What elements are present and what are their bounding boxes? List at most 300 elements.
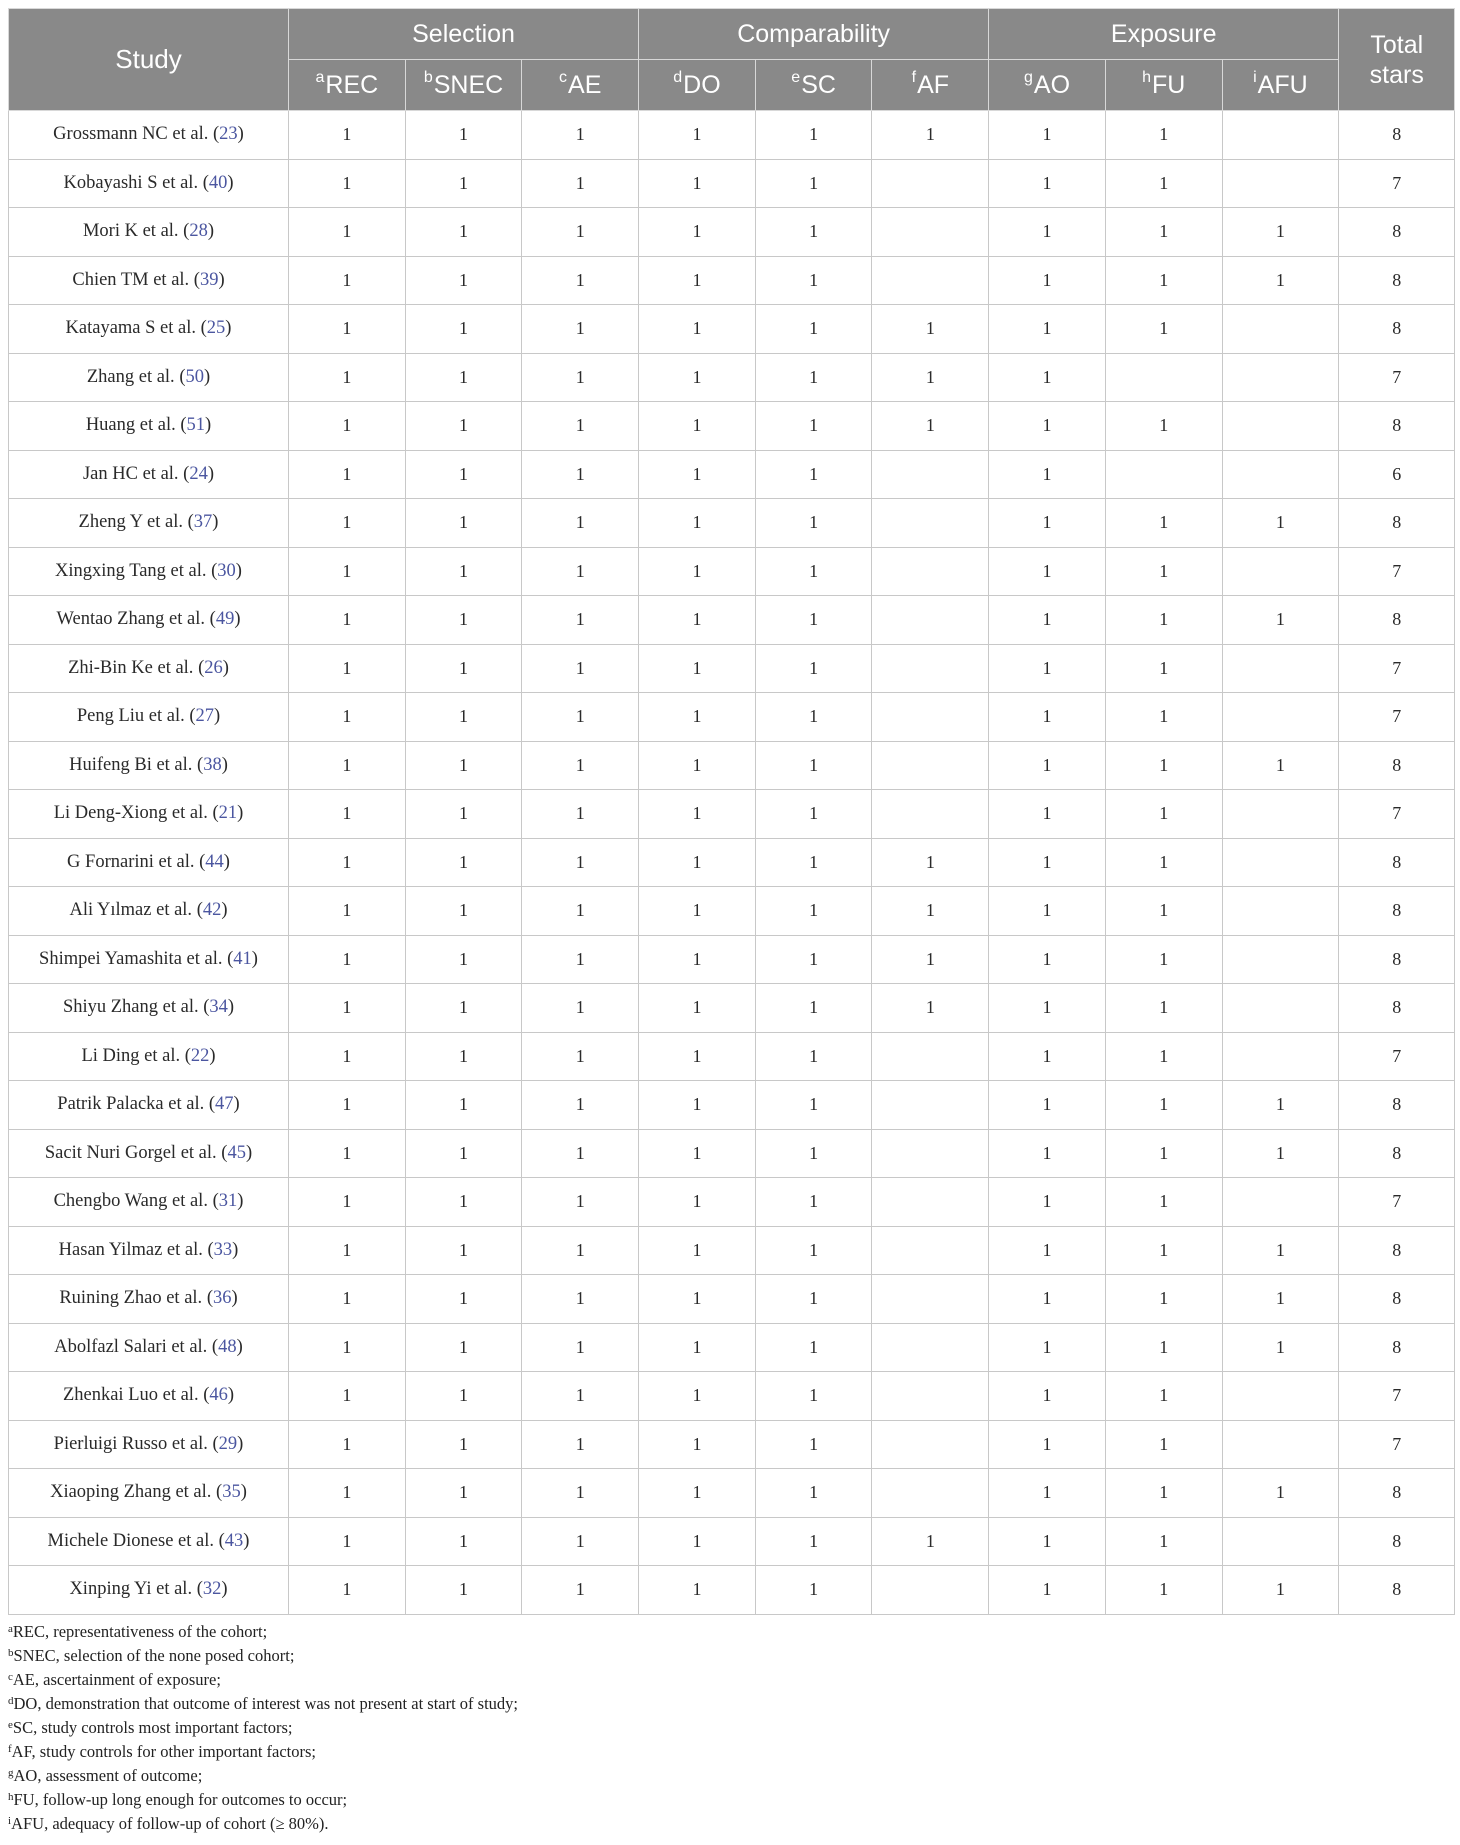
score-cell-ao: 1 [989, 1129, 1106, 1178]
reference-link: 39 [199, 269, 219, 290]
footnote-superscript: c [8, 1671, 13, 1683]
reference-link: 47 [215, 1094, 234, 1115]
score-cell-snec: 1 [405, 1275, 522, 1324]
score-cell-fu: 1 [1105, 1323, 1222, 1372]
score-cell-fu: 1 [1105, 1420, 1222, 1469]
score-cell-snec: 1 [405, 790, 522, 839]
study-cell: Ruining Zhao et al. (36) [9, 1275, 289, 1324]
reference-link: 37 [193, 512, 213, 533]
footnote [8, 1716, 1448, 1740]
score-cell-snec: 1 [405, 1226, 522, 1275]
score-cell-ae: 1 [522, 1081, 639, 1130]
table-row [9, 450, 1455, 499]
reference-link: 46 [209, 1385, 228, 1406]
total-stars-cell: 8 [1339, 1469, 1455, 1518]
score-cell-ao: 1 [989, 256, 1106, 305]
score-cell-do: 1 [639, 741, 756, 790]
subcolumn-header-rec [289, 60, 406, 111]
subcolumn-label: SC [801, 70, 836, 99]
score-cell-sc: 1 [755, 1275, 872, 1324]
study-cell: Katayama S et al. (25) [9, 305, 289, 354]
score-cell-rec: 1 [289, 1032, 406, 1081]
score-cell-sc: 1 [755, 1032, 872, 1081]
study-name: Li Ding et al. [81, 1045, 181, 1066]
score-cell-sc: 1 [755, 159, 872, 208]
score-cell-af [872, 1420, 989, 1469]
score-cell-snec: 1 [405, 984, 522, 1033]
score-cell-rec: 1 [289, 887, 406, 936]
study-cell: Jan HC et al. (24) [9, 450, 289, 499]
score-cell-fu [1105, 353, 1222, 402]
score-cell-ao: 1 [989, 741, 1106, 790]
score-cell-rec: 1 [289, 1469, 406, 1518]
total-stars-cell: 8 [1339, 1129, 1455, 1178]
study-name: Abolfazl Salari et al. [54, 1336, 208, 1357]
score-cell-af [872, 159, 989, 208]
score-cell-snec: 1 [405, 1323, 522, 1372]
score-cell-af [872, 1566, 989, 1615]
score-cell-af [872, 1226, 989, 1275]
score-cell-fu: 1 [1105, 208, 1222, 257]
score-cell-do: 1 [639, 499, 756, 548]
study-name: Xingxing Tang et al. [55, 560, 207, 581]
footnote-text: AO, assessment of outcome; [13, 1766, 203, 1785]
score-cell-afu [1222, 111, 1339, 160]
score-cell-afu [1222, 450, 1339, 499]
score-cell-ae: 1 [522, 547, 639, 596]
score-cell-snec: 1 [405, 1032, 522, 1081]
subcolumn-superscript: e [791, 68, 801, 86]
score-cell-do: 1 [639, 935, 756, 984]
footnote-superscript: a [8, 1623, 13, 1635]
table-row [9, 1226, 1455, 1275]
score-cell-sc: 1 [755, 935, 872, 984]
study-name: Chengbo Wang et al. [53, 1191, 208, 1212]
score-cell-ao: 1 [989, 353, 1106, 402]
score-cell-af [872, 790, 989, 839]
score-cell-sc: 1 [755, 644, 872, 693]
score-cell-af [872, 1469, 989, 1518]
reference-link: 28 [189, 221, 208, 242]
study-name: Shiyu Zhang et al. [62, 997, 199, 1018]
score-cell-afu [1222, 305, 1339, 354]
score-cell-fu: 1 [1105, 1275, 1222, 1324]
footnote-superscript: i [8, 1815, 12, 1827]
reference-link: 43 [224, 1530, 244, 1551]
score-cell-sc: 1 [755, 353, 872, 402]
table-row [9, 499, 1455, 548]
table-row [9, 790, 1455, 839]
score-cell-af: 1 [872, 353, 989, 402]
score-cell-ao: 1 [989, 1032, 1106, 1081]
score-cell-afu [1222, 984, 1339, 1033]
score-cell-rec: 1 [289, 935, 406, 984]
footnote-text: DO, demonstration that outcome of interest was not present at start of study; [13, 1694, 519, 1713]
total-stars-cell: 8 [1339, 1081, 1455, 1130]
score-cell-rec: 1 [289, 1081, 406, 1130]
score-cell-rec: 1 [289, 1420, 406, 1469]
score-cell-af [872, 596, 989, 645]
total-stars-cell: 7 [1339, 353, 1455, 402]
score-cell-afu: 1 [1222, 1275, 1339, 1324]
study-cell: Shimpei Yamashita et al. (41) [9, 935, 289, 984]
study-name: Xiaoping Zhang et al. [50, 1482, 212, 1503]
score-cell-af [872, 693, 989, 742]
score-cell-do: 1 [639, 984, 756, 1033]
score-cell-ae: 1 [522, 1372, 639, 1421]
study-cell: Li Deng-Xiong et al. (21) [9, 790, 289, 839]
total-stars-cell: 7 [1339, 547, 1455, 596]
score-cell-snec: 1 [405, 1517, 522, 1566]
study-name: Ali Yılmaz et al. [69, 900, 193, 921]
footnote [8, 1788, 1448, 1812]
score-cell-do: 1 [639, 1517, 756, 1566]
total-stars-cell: 8 [1339, 1323, 1455, 1372]
reference-link: 22 [190, 1045, 210, 1066]
score-cell-fu: 1 [1105, 887, 1222, 936]
score-cell-sc: 1 [755, 1081, 872, 1130]
total-stars-cell: 7 [1339, 159, 1455, 208]
reference-link: 49 [215, 609, 235, 630]
study-name: Huang et al. [85, 415, 176, 436]
reference-link: 34 [209, 997, 228, 1018]
score-cell-fu: 1 [1105, 111, 1222, 160]
study-cell: Huifeng Bi et al. (38) [9, 741, 289, 790]
score-cell-rec: 1 [289, 1323, 406, 1372]
score-cell-fu: 1 [1105, 838, 1222, 887]
score-cell-do: 1 [639, 1323, 756, 1372]
score-cell-rec: 1 [289, 1517, 406, 1566]
score-cell-af: 1 [872, 111, 989, 160]
score-cell-snec: 1 [405, 450, 522, 499]
score-cell-afu: 1 [1222, 208, 1339, 257]
score-cell-do: 1 [639, 1420, 756, 1469]
score-cell-ae: 1 [522, 1275, 639, 1324]
score-cell-rec: 1 [289, 984, 406, 1033]
study-cell: Abolfazl Salari et al. (48) [9, 1323, 289, 1372]
score-cell-afu [1222, 547, 1339, 596]
table-row [9, 693, 1455, 742]
reference-link: 50 [185, 366, 204, 387]
score-cell-snec: 1 [405, 547, 522, 596]
score-cell-fu: 1 [1105, 596, 1222, 645]
score-cell-sc: 1 [755, 1566, 872, 1615]
score-cell-do: 1 [639, 1032, 756, 1081]
score-cell-do: 1 [639, 790, 756, 839]
score-cell-ae: 1 [522, 1032, 639, 1081]
study-name: Huifeng Bi et al. [69, 754, 193, 775]
score-cell-afu: 1 [1222, 741, 1339, 790]
study-name: Zhenkai Luo et al. [62, 1385, 199, 1406]
score-cell-do: 1 [639, 159, 756, 208]
footnote-superscript: g [8, 1767, 14, 1779]
score-cell-rec: 1 [289, 499, 406, 548]
footnote-text: FU, follow-up long enough for outcomes to occur; [13, 1790, 348, 1809]
total-stars-cell: 8 [1339, 499, 1455, 548]
score-cell-af: 1 [872, 838, 989, 887]
score-cell-ae: 1 [522, 305, 639, 354]
score-cell-snec: 1 [405, 1081, 522, 1130]
study-cell: Li Ding et al. (22) [9, 1032, 289, 1081]
score-cell-snec: 1 [405, 1178, 522, 1227]
subcolumn-header-ae [522, 60, 639, 111]
score-cell-ao: 1 [989, 1420, 1106, 1469]
score-cell-fu: 1 [1105, 984, 1222, 1033]
footnote-superscript: b [8, 1647, 14, 1659]
score-cell-ae: 1 [522, 111, 639, 160]
score-cell-afu [1222, 838, 1339, 887]
study-name: Wentao Zhang et al. [56, 609, 206, 630]
score-cell-af: 1 [872, 402, 989, 451]
table-row [9, 1275, 1455, 1324]
score-cell-afu: 1 [1222, 1566, 1339, 1615]
score-cell-snec: 1 [405, 693, 522, 742]
score-cell-sc: 1 [755, 984, 872, 1033]
score-cell-do: 1 [639, 256, 756, 305]
score-cell-rec: 1 [289, 1178, 406, 1227]
study-name: Peng Liu et al. [76, 706, 185, 727]
score-cell-rec: 1 [289, 256, 406, 305]
score-cell-ao: 1 [989, 402, 1106, 451]
total-stars-cell: 8 [1339, 1275, 1455, 1324]
score-cell-af [872, 1178, 989, 1227]
total-stars-cell: 6 [1339, 450, 1455, 499]
score-cell-sc: 1 [755, 741, 872, 790]
table-row [9, 644, 1455, 693]
score-cell-fu: 1 [1105, 1517, 1222, 1566]
study-name: Zheng Y et al. [78, 512, 183, 533]
score-cell-fu: 1 [1105, 1178, 1222, 1227]
footnotes [8, 1620, 1448, 1836]
footnote [8, 1740, 1448, 1764]
score-cell-ao: 1 [989, 1323, 1106, 1372]
reference-link: 31 [218, 1191, 238, 1212]
footnote [8, 1812, 1448, 1836]
score-cell-fu: 1 [1105, 644, 1222, 693]
footnote-text: AF, study controls for other important factors; [11, 1742, 317, 1761]
score-cell-fu: 1 [1105, 1032, 1222, 1081]
score-cell-snec: 1 [405, 1566, 522, 1615]
study-name: Shimpei Yamashita et al. [39, 948, 223, 969]
reference-link: 41 [233, 948, 252, 969]
table-row [9, 1566, 1455, 1615]
total-stars-cell: 7 [1339, 790, 1455, 839]
subcolumn-header-afu [1222, 60, 1339, 111]
table-row [9, 1372, 1455, 1421]
score-cell-afu [1222, 1178, 1339, 1227]
study-cell: Zhenkai Luo et al. (46) [9, 1372, 289, 1421]
subcolumn-superscript: c [559, 68, 568, 86]
score-cell-rec: 1 [289, 159, 406, 208]
score-cell-sc: 1 [755, 256, 872, 305]
score-cell-ao: 1 [989, 111, 1106, 160]
score-cell-snec: 1 [405, 1469, 522, 1518]
study-cell: Huang et al. (51) [9, 402, 289, 451]
total-stars-cell: 8 [1339, 838, 1455, 887]
study-cell: Zhi-Bin Ke et al. (26) [9, 644, 289, 693]
score-cell-ae: 1 [522, 984, 639, 1033]
comparability-group-header: Comparability [639, 9, 989, 60]
score-cell-fu: 1 [1105, 1566, 1222, 1615]
reference-link: 42 [202, 900, 222, 921]
reference-link: 25 [206, 318, 226, 339]
score-cell-af: 1 [872, 984, 989, 1033]
footnote-text: REC, representativeness of the cohort; [12, 1622, 268, 1641]
score-cell-af: 1 [872, 887, 989, 936]
reference-link: 35 [222, 1482, 241, 1503]
score-cell-sc: 1 [755, 1517, 872, 1566]
score-cell-rec: 1 [289, 838, 406, 887]
study-cell: Zhang et al. (50) [9, 353, 289, 402]
reference-link: 33 [213, 1239, 233, 1260]
score-cell-rec: 1 [289, 208, 406, 257]
score-cell-do: 1 [639, 1178, 756, 1227]
score-cell-snec: 1 [405, 838, 522, 887]
score-cell-rec: 1 [289, 1275, 406, 1324]
footnote-superscript: e [8, 1719, 13, 1731]
table-row [9, 305, 1455, 354]
score-cell-do: 1 [639, 1226, 756, 1275]
reference-link: 30 [217, 560, 236, 581]
score-cell-sc: 1 [755, 111, 872, 160]
score-cell-sc: 1 [755, 305, 872, 354]
score-cell-rec: 1 [289, 1226, 406, 1275]
quality-assessment-table [8, 8, 1455, 1615]
study-cell: Kobayashi S et al. (40) [9, 159, 289, 208]
study-name: Li Deng-Xiong et al. [53, 803, 208, 824]
study-name: Xinping Yi et al. [69, 1579, 193, 1600]
score-cell-sc: 1 [755, 499, 872, 548]
score-cell-afu [1222, 1517, 1339, 1566]
reference-link: 48 [218, 1336, 237, 1357]
score-cell-ao: 1 [989, 547, 1106, 596]
score-cell-ao: 1 [989, 1566, 1106, 1615]
score-cell-ao: 1 [989, 1517, 1106, 1566]
study-cell: G Fornarini et al. (44) [9, 838, 289, 887]
score-cell-ae: 1 [522, 644, 639, 693]
table-row [9, 1469, 1455, 1518]
score-cell-do: 1 [639, 111, 756, 160]
score-cell-afu: 1 [1222, 1323, 1339, 1372]
score-cell-afu [1222, 1372, 1339, 1421]
score-cell-sc: 1 [755, 208, 872, 257]
table-row [9, 256, 1455, 305]
score-cell-ae: 1 [522, 499, 639, 548]
score-cell-af [872, 1081, 989, 1130]
subcolumn-header-ao [989, 60, 1106, 111]
score-cell-snec: 1 [405, 353, 522, 402]
total-stars-cell: 8 [1339, 256, 1455, 305]
score-cell-do: 1 [639, 547, 756, 596]
table-row [9, 1032, 1455, 1081]
study-name: Katayama S et al. [65, 318, 196, 339]
score-cell-sc: 1 [755, 596, 872, 645]
score-cell-do: 1 [639, 644, 756, 693]
table-row [9, 402, 1455, 451]
score-cell-ae: 1 [522, 693, 639, 742]
study-cell: Xiaoping Zhang et al. (35) [9, 1469, 289, 1518]
reference-link: 45 [227, 1142, 246, 1163]
score-cell-fu: 1 [1105, 402, 1222, 451]
table-row [9, 111, 1455, 160]
score-cell-rec: 1 [289, 450, 406, 499]
score-cell-af [872, 1372, 989, 1421]
table-row [9, 838, 1455, 887]
score-cell-do: 1 [639, 1275, 756, 1324]
score-cell-afu [1222, 693, 1339, 742]
score-cell-fu: 1 [1105, 305, 1222, 354]
subcolumn-superscript: f [911, 68, 917, 86]
score-cell-snec: 1 [405, 887, 522, 936]
total-stars-cell: 8 [1339, 305, 1455, 354]
score-cell-snec: 1 [405, 208, 522, 257]
score-cell-snec: 1 [405, 305, 522, 354]
score-cell-sc: 1 [755, 1129, 872, 1178]
table-row [9, 1517, 1455, 1566]
score-cell-ae: 1 [522, 1323, 639, 1372]
score-cell-ae: 1 [522, 1517, 639, 1566]
score-cell-afu: 1 [1222, 1129, 1339, 1178]
reference-link: 38 [203, 754, 222, 775]
score-cell-do: 1 [639, 353, 756, 402]
reference-link: 44 [205, 851, 224, 872]
subcolumn-label: AFU [1257, 70, 1308, 99]
total-stars-cell: 8 [1339, 596, 1455, 645]
study-name: Sacit Nuri Gorgel et al. [44, 1142, 217, 1163]
table-body [9, 111, 1455, 1615]
reference-link: 51 [186, 415, 206, 436]
score-cell-rec: 1 [289, 1129, 406, 1178]
subcolumn-header-sc [755, 60, 872, 111]
score-cell-sc: 1 [755, 1469, 872, 1518]
score-cell-af [872, 1323, 989, 1372]
footnote [8, 1644, 1448, 1668]
subcolumn-header-do [639, 60, 756, 111]
study-name: Mori K et al. [82, 221, 179, 242]
subcolumn-superscript: a [315, 68, 325, 86]
study-cell: Michele Dionese et al. (43) [9, 1517, 289, 1566]
score-cell-do: 1 [639, 1372, 756, 1421]
table-row [9, 1178, 1455, 1227]
study-cell: Zheng Y et al. (37) [9, 499, 289, 548]
score-cell-snec: 1 [405, 402, 522, 451]
score-cell-rec: 1 [289, 741, 406, 790]
study-name: Zhang et al. [86, 366, 175, 387]
subcolumn-superscript: g [1023, 68, 1033, 86]
reference-link: 36 [212, 1288, 232, 1309]
study-cell: Chengbo Wang et al. (31) [9, 1178, 289, 1227]
score-cell-sc: 1 [755, 1178, 872, 1227]
study-cell: Shiyu Zhang et al. (34) [9, 984, 289, 1033]
total-stars-cell: 7 [1339, 1178, 1455, 1227]
reference-link: 29 [218, 1433, 238, 1454]
score-cell-snec: 1 [405, 1372, 522, 1421]
score-cell-ae: 1 [522, 450, 639, 499]
score-cell-af [872, 547, 989, 596]
score-cell-fu: 1 [1105, 790, 1222, 839]
study-name: Kobayashi S et al. [63, 172, 199, 193]
table-row [9, 596, 1455, 645]
score-cell-fu: 1 [1105, 741, 1222, 790]
study-cell: Pierluigi Russo et al. (29) [9, 1420, 289, 1469]
score-cell-ae: 1 [522, 887, 639, 936]
selection-group-header: Selection [289, 9, 639, 60]
total-stars-cell: 7 [1339, 1032, 1455, 1081]
study-cell: Mori K et al. (28) [9, 208, 289, 257]
score-cell-afu [1222, 402, 1339, 451]
total-stars-cell: 7 [1339, 693, 1455, 742]
table-row [9, 1129, 1455, 1178]
